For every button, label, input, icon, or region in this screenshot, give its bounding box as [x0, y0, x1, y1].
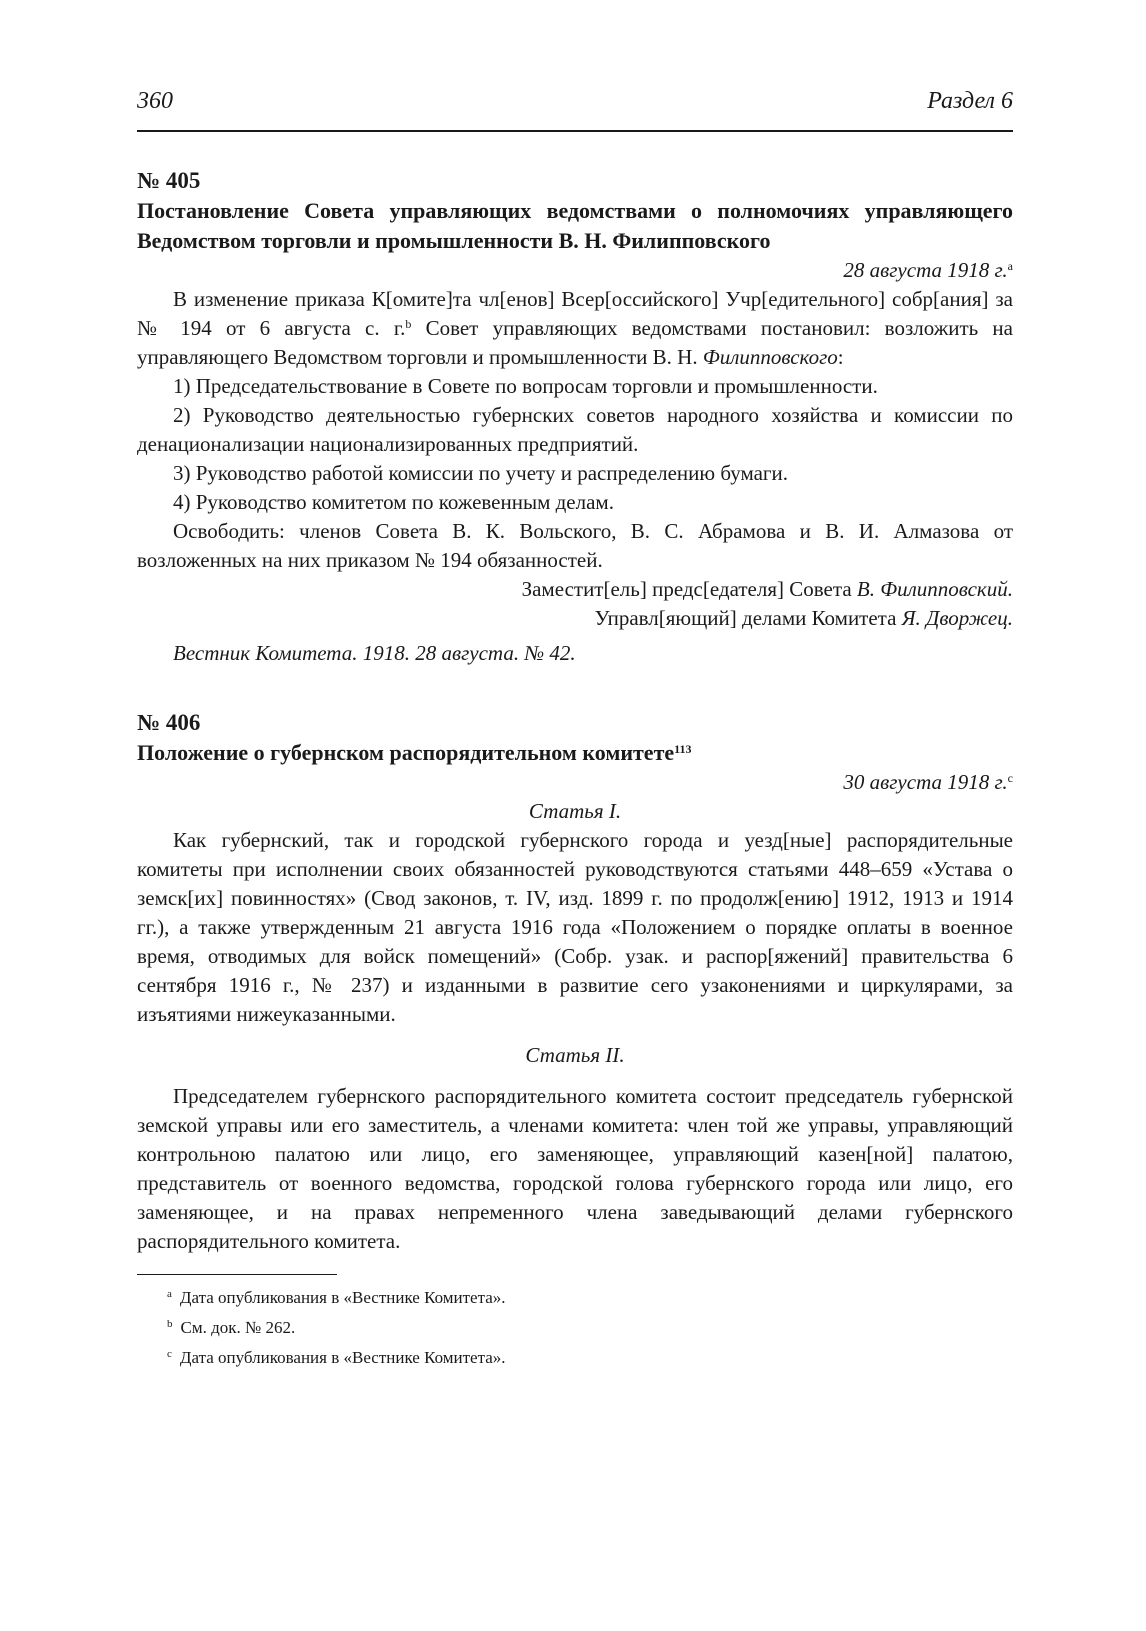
- signature-2-role: Управл[яющий] делами Комитета: [594, 606, 902, 630]
- signature-2: [137, 604, 1013, 633]
- article-1-text: Как губернский, так и городской губернского города и уезд[ные] распорядительные комитеты при исполнении своих обязанностей руководствуются статьями 448–659 «Устава о земск[их] повинностях» (Свод законов, т. IV, изд. 1899 г. по продолж[ению] 1912, 1913 и 1914 гг.), а также утвержденным 21 августа 1916 года «Положением о порядке оплаты в военное время, отводимых для войск помещений» (Собр. узак. и распор[яжений] правительства 6 сентября 1916 г., № 237) и изданными в развитие сего узаконениями и циркулярами, за изъятиями нижеуказанными.: [137, 828, 1013, 1026]
- doc-406-title-text: Положение о губернском распорядительном комитете: [137, 740, 675, 765]
- page-body: [137, 166, 1013, 1373]
- footnote-text: Дата опубликования в «Вестнике Комитета».: [179, 1348, 506, 1367]
- spacer: [137, 668, 1013, 708]
- section-title: Раздел 6: [927, 88, 1013, 114]
- page-number: 360: [137, 88, 173, 114]
- doc-405-item-1: 1) Председательствование в Совете по вопросам торговли и промышленности.: [173, 374, 878, 398]
- article-1-heading: Статья I.: [528, 799, 622, 823]
- doc-406-title: [137, 738, 1013, 768]
- footnote-mark: a: [167, 1288, 172, 1300]
- footnote-b: [137, 1313, 1013, 1343]
- doc-405-date: [137, 256, 1013, 285]
- doc-406-number: № 406: [137, 710, 201, 735]
- doc-405-intro-colon: :: [837, 345, 844, 369]
- footnote-a: [137, 1283, 1013, 1313]
- signature-1: [137, 575, 1013, 604]
- doc-405-date-text: 28 августа 1918 г.: [843, 258, 1008, 282]
- footnote-ref-a: a: [1007, 259, 1013, 273]
- doc-406-date: [137, 768, 1013, 797]
- doc-405-number: № 405: [137, 168, 201, 193]
- doc-405-item-4: 4) Руководство комитетом по кожевенным делам.: [173, 490, 614, 514]
- running-header: [137, 88, 1013, 124]
- doc-406-date-text: 30 августа 1918 г.: [843, 770, 1008, 794]
- article-2-text: Председателем губернского распорядительного комитета состоит председатель губернской земской управы или его заместитель, а членами комитета: член той же управы, управляющий контрольною палатою или лицо, его заменяющее, управляющий казен[ной] палатою, представитель от военного ведомства, городской голова губернского города или лицо, его заменяющее, и на правах непременного члена заведывающий делами губернского распорядительного комитета.: [137, 1084, 1013, 1253]
- spacer: [137, 1070, 1013, 1082]
- footnote-ref-b: b: [405, 317, 412, 331]
- footnote-mark: b: [167, 1318, 173, 1330]
- footnote-ref-c: c: [1007, 771, 1013, 785]
- signature-1-name: В. Филипповский.: [856, 577, 1013, 601]
- doc-405-intro-b: Совет управляющих ведомствами постановил: возложить на управляющего Ведомством торговли и промышленности В. Н.: [137, 316, 1013, 369]
- doc-405-release: Освободить: членов Совета В. К. Вольского, В. С. Абрамова и В. И. Алмазова от возложенных на них приказом № 194 обязанностей.: [137, 519, 1013, 572]
- footnote-text: Дата опубликования в «Вестнике Комитета».: [179, 1288, 506, 1307]
- endnote-ref-113: 113: [674, 742, 692, 756]
- footnote-mark: c: [167, 1348, 172, 1360]
- article-2-heading: Статья II.: [525, 1043, 625, 1067]
- doc-405-intro-a: В изменение приказа К[омите]та чл[енов] Всер[оссийского] Учр[едительного] собр[ания] за № 194 от 6 августа с. г.: [137, 287, 1013, 340]
- doc-405-item-2: 2) Руководство деятельностью губернских советов народного хозяйства и комиссии по денационализации национализированных предприятий.: [137, 403, 1013, 456]
- footnote-text: См. док. № 262.: [180, 1318, 296, 1337]
- footnote-c: [137, 1343, 1013, 1373]
- doc-405-title: Постановление Совета управляющих ведомствами о полномочиях управляющего Ведомством торговли и промышленности В. Н. Филипповского: [137, 198, 1013, 253]
- signature-1-role: Заместит[ель] предс[едателя] Совета: [521, 577, 857, 601]
- header-rule: [137, 130, 1013, 132]
- doc-405-source: Вестник Комитета. 1918. 28 августа. № 42.: [173, 641, 576, 665]
- doc-405-item-3: 3) Руководство работой комиссии по учету и распределению бумаги.: [173, 461, 789, 485]
- footnotes: [137, 1283, 1013, 1373]
- footnote-rule: [137, 1274, 337, 1275]
- spacer: [137, 1029, 1013, 1041]
- signature-2-name: Я. Дворжец.: [901, 606, 1013, 630]
- doc-405-intro-name: Филипповского: [702, 345, 838, 369]
- doc-405-intro: [137, 285, 1013, 372]
